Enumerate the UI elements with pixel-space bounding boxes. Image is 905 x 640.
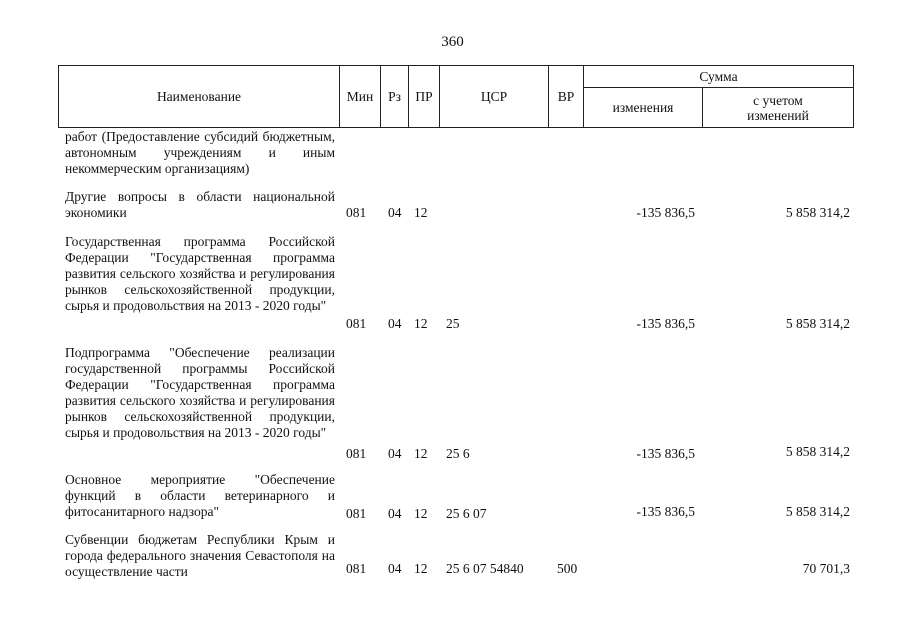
- row-total: 5 858 314,2: [785, 504, 850, 519]
- row-rz: 04: [388, 205, 402, 220]
- row-rz: 04: [388, 561, 402, 576]
- row-rz: 04: [388, 316, 402, 331]
- header-rz: Рз: [380, 65, 409, 128]
- header-with-changes: с учетом изменений: [702, 87, 854, 128]
- row-min: 081: [346, 316, 367, 331]
- row-csr: 25 6: [446, 446, 470, 461]
- row-pr: 12: [414, 446, 428, 461]
- header-csr: ЦСР: [439, 65, 549, 128]
- row-pr: 12: [414, 561, 428, 576]
- row-rz: 04: [388, 506, 402, 521]
- row-change: -135 836,5: [636, 316, 695, 331]
- header-summa: Сумма: [583, 65, 854, 88]
- row-name: Субвенции бюджетам Республики Крым и города федерального значения Севастополя на осуществление части: [65, 532, 335, 579]
- row-pr: 12: [414, 205, 428, 220]
- header-vr: ВР: [548, 65, 584, 128]
- row-name: Подпрограмма "Обеспечение реализации государственной программы Российской Федерации "Государственная программа развития сельского хозяйства и регулирования рынков сельскохозяйственной продукции, сырья и продовольствия на 2013 - 2020 годы": [65, 345, 335, 440]
- header-min: Мин: [339, 65, 381, 128]
- row-min: 081: [346, 446, 367, 461]
- header-name: Наименование: [58, 65, 340, 128]
- row-total: 5 858 314,2: [785, 316, 850, 331]
- row-name: Другие вопросы в области национальной экономики: [65, 189, 335, 220]
- header-changes: изменения: [583, 87, 703, 128]
- row-pr: 12: [414, 506, 428, 521]
- row-name: Государственная программа Российской Федерации "Государственная программа развития сельского хозяйства и регулирования рынков сельскохозяйственной продукции, сырья и продовольствия на 2013 - 2020 годы": [65, 234, 335, 313]
- row-vr: 500: [557, 561, 578, 576]
- row-min: 081: [346, 205, 367, 220]
- row-pr: 12: [414, 316, 428, 331]
- row-rz: 04: [388, 446, 402, 461]
- row-total: 5 858 314,2: [785, 205, 850, 220]
- row-name: работ (Предоставление субсидий бюджетным, автономным учреждениям и иным некоммерческим организациям): [65, 129, 335, 176]
- row-min: 081: [346, 506, 367, 521]
- header-pr: ПР: [408, 65, 440, 128]
- row-csr: 25 6 07: [446, 506, 487, 521]
- row-name: Основное мероприятие "Обеспечение функций в области ветеринарного и фитосанитарного надзора": [65, 472, 335, 519]
- row-change: -135 836,5: [636, 205, 695, 220]
- row-csr: 25 6 07 54840: [446, 561, 524, 576]
- row-csr: 25: [446, 316, 460, 331]
- row-change: -135 836,5: [636, 446, 695, 461]
- page-number: 360: [441, 34, 464, 50]
- row-change: -135 836,5: [636, 504, 695, 519]
- row-min: 081: [346, 561, 367, 576]
- row-total: 70 701,3: [802, 561, 850, 576]
- row-total: 5 858 314,2: [785, 444, 850, 459]
